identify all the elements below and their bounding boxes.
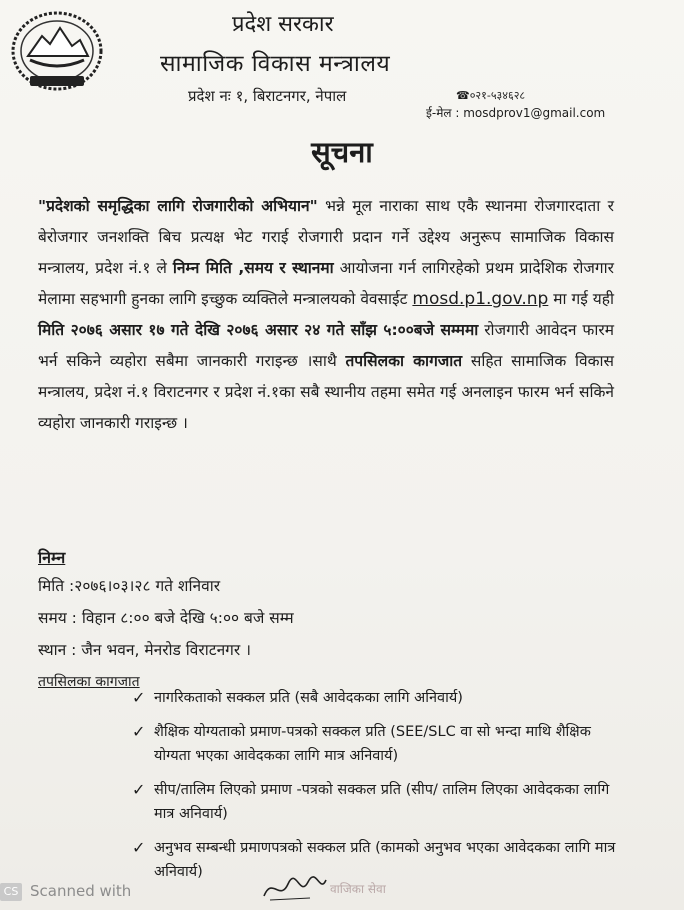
scanner-watermark: CS Scanned with (0, 882, 131, 901)
slogan: "प्रदेशको समृद्धिका लागि रोजगारीको अभियान" (38, 197, 318, 215)
body-text-3: मा गई यही (548, 290, 614, 308)
header-ministry: सामाजिक विकास मन्त्रालय (160, 51, 391, 77)
check-icon: ✓ (132, 838, 146, 857)
signature-icon (260, 872, 330, 904)
body-bold-4: तपसिलका कागजात (345, 352, 463, 370)
notice-title: सूचना (311, 135, 373, 169)
list-item: ✓ सीप/तालिम लिएको प्रमाण -पत्रको सक्कल प्रति (सीप/ तालिम लिएका आवेदकका लागि मात्र अनिवार्य) (132, 780, 610, 822)
email-address: ई-मेल : mosdprov1@gmail.com (426, 106, 606, 120)
notice-body (38, 191, 614, 439)
details-heading: निम्न (38, 548, 66, 567)
camscanner-logo-icon: CS (0, 883, 22, 901)
body-bold-3: मिति २०७६ असार १७ गते देखि २०७६ असार २४ गते साँझ ५:००बजे सम्ममा (38, 321, 479, 339)
header-line1: प्रदेश सरकार (232, 12, 334, 37)
body-text-1: भन्ने मूल नाराका साथ एकै स्थानमा रोजगारदाता र बेरोजगार जनशक्ति बिच प्रत्यक्ष भेट गराई रोजगारी प्रदान गर्ने उद्देश्य अनुरूप सामाजिक विकास मन्त्रालय, प्रदेश नं.१ ले (38, 197, 614, 277)
event-date: मिति :२०७६।०३।२८ गते शनिवार (38, 577, 221, 595)
body-text-2: आयोजना गर्न लागिरहेको प्रथम प्रादेशिक रोजगार मेलामा सहभागी हुनका लागि इच्छुक व्यक्तिले मन्त्रालयको वेवसाईट (38, 259, 615, 308)
documents-list (132, 686, 622, 894)
check-icon: ✓ (132, 688, 146, 707)
body-text-5: सहित सामाजिक विकास मन्त्रालय, प्रदेश नं.१ विराटनगर र प्रदेश नं.१का सबै स्थानीय तहमा समेत गई अनलाइन फारम भर्न सकिने व्यहोरा जानकारी गराइन्छ । (38, 352, 614, 432)
check-icon: ✓ (132, 722, 146, 741)
event-time: समय : विहान ८:०० बजे देखि ५:०० बजे सम्म (38, 609, 294, 627)
header-address: प्रदेश नः १, बिराटनगर, नेपाल (188, 87, 347, 105)
faded-stamp: वाजिका सेवा (330, 882, 386, 896)
body-text-4: रोजगारी आवेदन फारम भर्न सकिने व्यहोरा सबैमा जानकारी गराइन्छ ।साथै (38, 321, 614, 370)
list-item: ✓ अनुभव सम्बन्धी प्रमाणपत्रको सक्कल प्रति (कामको अनुभव भएका आवेदकका लागि मात्र अनिवार्य) (132, 838, 616, 880)
list-item: ✓ नागरिकताको सक्कल प्रति (सबै आवेदकका लागि अनिवार्य) (132, 686, 622, 710)
nepal-emblem-icon (10, 10, 104, 92)
phone-number: ☎०२१-५३४६२८ (456, 89, 526, 102)
website-link[interactable]: mosd.p1.gov.np (412, 289, 549, 309)
event-place: स्थान : जैन भवन, मेनरोड विराटनगर । (38, 641, 252, 659)
list-item: ✓ शैक्षिक योग्यताको प्रमाण-पत्रको सक्कल प्रति (SEE/SLC वा सो भन्दा माथि शैक्षिक योग्यता भएका आवेदकका लागि मात्र अनिवार्य) (132, 722, 591, 764)
check-icon: ✓ (132, 780, 146, 799)
body-bold-2: निम्न मिति ,समय र स्थानमा (172, 259, 334, 277)
documents-heading: तपसिलका कागजात (38, 674, 140, 690)
